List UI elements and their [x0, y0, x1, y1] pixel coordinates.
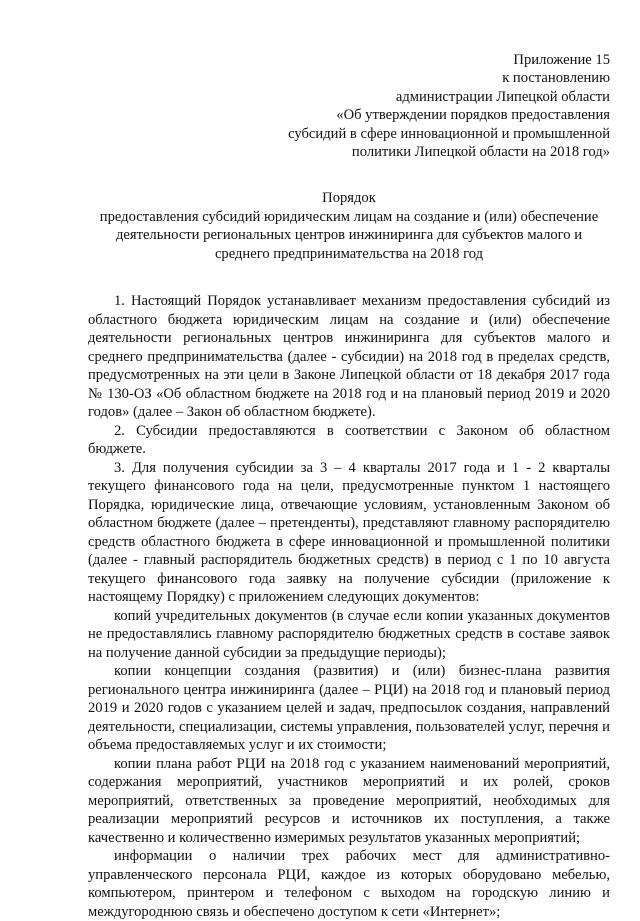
appendix-ref-line: политики Липецкой области на 2018 год»	[351, 144, 610, 161]
document-page	[88, 51, 610, 921]
appendix-ref-line: «Об утверждении порядков предоставления	[336, 107, 610, 124]
title-line: среднего предпринимательства на 2018 год	[214, 245, 484, 262]
appendix-ref-line: субсидий в сфере инновационной и промышленной	[288, 125, 610, 142]
paragraph-1: 1. Настоящий Порядок устанавливает механизм предоставления субсидий из областного бюджета юридическим лицам на создание и (или) обеспечение деятельности региональных центров инжиниринга для субъектов малого и среднего предпринимательства (далее - субсидии) на 2018 год в пределах средств, предусмотренных на эти цели в Законе Липецкой области от 18 декабря 2017 года № 130-ОЗ «Об областном бюджете на 2018 год и на плановый период 2019 и 2020 годов» (далее – Закон об областном бюджете).	[88, 293, 610, 421]
document-body	[88, 292, 610, 921]
document-title	[88, 189, 610, 263]
title-line: деятельности региональных центров инжиниринга для субъектов малого и	[115, 227, 583, 244]
paragraph-3: 3. Для получения субсидии за 3 – 4 кварталы 2017 года и 1 - 2 кварталы текущего финансового года на цели, предусмотренные пунктом 1 настоящего Порядка, юридические лица, отвечающие условиям, установленным Законом об областном бюджете (далее – претенденты), представляют главному распорядителю средств областного бюджета в сфере инновационной и промышленной политики (далее - главный распорядитель бюджетных средств) в период с 1 по 10 августа текущего финансового года заявку на получение субсидии (приложение к настоящему Порядку) с приложением следующих документов:	[88, 459, 610, 606]
appendix-number: Приложение 15	[513, 52, 610, 68]
appendix-block	[88, 51, 610, 161]
document-list-item: копии плана работ РЦИ на 2018 год с указанием наименований мероприятий, содержания мероприятий, участников мероприятий и их ролей, сроков мероприятий, ответственных за проведение мероприятий, необходимых для реализации мероприятий ресурсов и источников их поступления, а также качественно и количественно измеримых результатов указанных мероприятий;	[88, 755, 610, 846]
title-line: предоставления субсидий юридическим лицам на создание и (или) обеспечение	[99, 208, 599, 225]
document-list-item: информации о наличии трех рабочих мест для административно-управленческого персонала РЦИ, каждое из которых оборудовано мебелью, компьютером, принтером и телефоном с выходом на городскую линию и междугороднюю связь и обеспечено доступом к сети «Интернет»;	[88, 848, 610, 920]
appendix-ref-line: администрации Липецкой области	[395, 88, 610, 105]
paragraph-2: 2. Субсидии предоставляются в соответствии с Законом об областном бюджете.	[88, 422, 610, 458]
title-heading: Порядок	[322, 190, 376, 207]
appendix-ref-line: к постановлению	[502, 70, 610, 87]
document-list-item: копий учредительных документов (в случае если копии указанных документов не предоставлялись главному распорядителю бюджетных средств в составе заявок на получение данной субсидии за предыдущие периоды);	[88, 607, 610, 661]
document-list-item: копии концепции создания (развития) и (или) бизнес-плана развития регионального центра инжиниринга (далее – РЦИ) на 2018 год и плановый период 2019 и 2020 годов с указанием целей и задач, предпосылок создания, направлений деятельности, специализации, системы управления, пользователей услуг, перечня и объема предоставляемых услуг и их стоимости;	[88, 663, 610, 754]
